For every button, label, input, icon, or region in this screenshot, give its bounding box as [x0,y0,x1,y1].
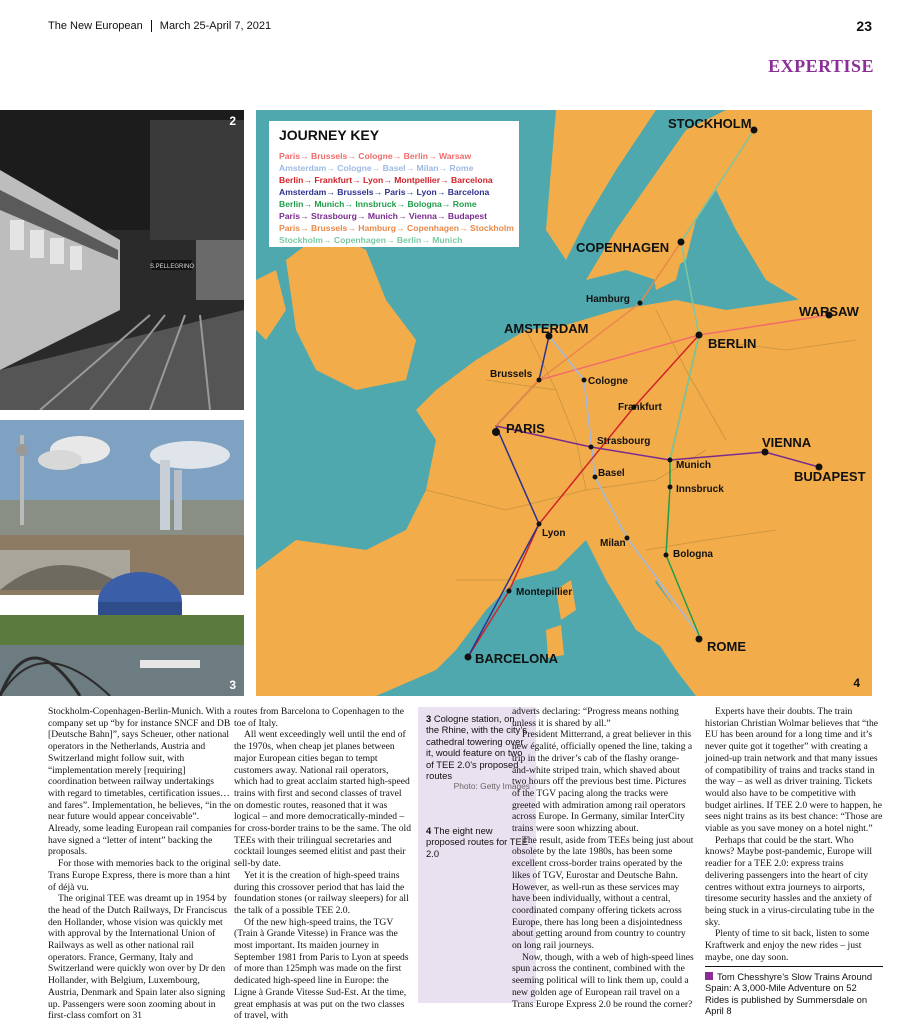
city-label-copenhagen: COPENHAGEN [576,240,670,255]
page-number: 23 [856,18,872,34]
article-paragraph: adverts declaring: “Progress means nothing unless it is shared by all.” [512,706,679,729]
issue-dates: March 25-April 7, 2021 [159,20,272,32]
caption-3-number: 3 [426,713,432,724]
station-platform-photo [0,110,244,410]
city-label-cologne: Cologne [588,376,628,387]
legend-route-5: Berlin→ Munich→ Innsbruck→ Bologna→ Rome [279,199,477,209]
article-paragraph: All went exceedingly well until the end of the 1970s, when cheap jet planes between major European cities began to tempt customers away. National rail operators, which had to great acclaim started high-speed trains with first and second classes of travel on domestic routes, reasoned that it was logical – and more democratically-minded – for cross-border trains to be the same. The old TEEs with their trilingual secretaries and cocktail lounges seemed elitist and past their sell-by date. [234,729,411,870]
article-paragraph: Plenty of time to sit back, listen to some Kraftwerk and enjoy the new rides – just maybe, one day soon. [705,928,870,963]
legend-route-1: Paris→ Brussels→ Cologne→ Berlin→ Warsaw [279,151,472,161]
city-label-barcelona: BARCELONA [475,651,559,666]
article-column-3 [512,706,694,1010]
photo-credit: Photo: Getty Images [453,781,530,792]
legend-route-4: Amsterdam→ Brussels→ Paris→ Lyon→ Barcelona [279,187,490,197]
article-paragraph: The result, aside from TEEs being just about obsolete by the late 1980s, has been some excellent cross-border trains operated by the likes of TGV, Eurostar and Deutsche Bahn. However, as well-run as these services may have been individually, without a central, coordinated company offering tickets across Europe, there has long been a disjointedness about getting around from country to country on long rail journeys. [512,834,694,952]
city-label-munich: Munich [676,460,711,471]
map-number: 4 [853,676,860,690]
city-label-hamburg: Hamburg [586,294,630,305]
city-label-warsaw: WARSAW [799,304,859,319]
journey-key-title: JOURNEY KEY [279,127,380,143]
cologne-station-photo [0,420,244,696]
city-label-paris: PARIS [506,421,545,436]
article-paragraph: Of the new high-speed trains, the TGV (Train à Grande Vitesse) in France was the most important. Its maiden journey in September 1981 from Paris to Lyon at speeds of more than 125mph was made on the first dedicated high-speed line in Europe: the Ligne à Grande Vitesse Sud-Est. At the time, great emphasis at was put on the two classes of travel, with [234,916,409,1022]
europe-route-map [256,110,872,696]
city-label-vienna: VIENNA [762,435,812,450]
city-label-stockholm: STOCKHOLM [668,116,752,131]
city-label-bologna: Bologna [673,549,713,560]
city-label-montpellier: Montepillier [516,587,573,598]
header-divider [151,20,152,32]
legend-route-6: Paris→ Strasbourg→ Munich→ Vienna→ Budapest [279,211,488,221]
article-paragraph: Stockholm-Copenhagen-Berlin-Munich. With a company set up “by for instance SNCF and DB [Deutsche Bahn]”, says Scheuer, other national operators in the Netherlands, Austria and Switzerland might follow suit, with “implementation merely [requiring] coordination between railway undertakings with regard to timetables, certification issues… and fares”. Implementation, he believes, “in the near future would appear conceivable”. Already, some leading European rail companies have signed a “letter of intent” backing the proposals. [48,706,232,858]
city-label-frankfurt: Frankfurt [618,402,662,413]
author-byline [705,966,883,1017]
article-paragraph: routes from Barcelona to Copenhagen to the toe of Italy. [234,706,404,729]
caption-4-text: The eight new proposed routes for TEE 2.0 [426,825,528,859]
legend-route-7: Paris→ Brussels→ Hamburg→ Copenhagen→ Stockholm [279,223,514,233]
article-column-4 [705,706,883,963]
city-label-milan: Milan [600,538,626,549]
page-header [48,20,271,32]
caption-3-text: Cologne station, on the Rhine, with the city’s cathedral towering over it, would feature on two of TEE 2.0’s proposed routes [426,713,527,782]
byline-marker-icon [705,972,713,980]
city-label-innsbruck: Innsbruck [676,484,724,495]
section-title: EXPERTISE [768,56,874,76]
legend-route-3: Berlin→ Frankfurt→ Lyon→ Montpellier→ Barcelona [279,175,493,185]
legend-route-2: Amsterdam→ Cologne→ Basel→ Milan→ Rome [279,163,474,173]
photo-number-2: 2 [229,114,236,128]
article-paragraph: For those with memories back to the original Trans Europe Express, there is more than a hint of déjà vu. [48,858,231,893]
article-paragraph: The original TEE was dreamt up in 1954 by the head of the Dutch Railways, Dr Franciscus den Hollander, whose vision was quickly met with approval by the International Union of Railways as well as other national rail operators. France, Germany, Italy and Switzerland were quickly won over by Dr den Hollander, with Belgium, Luxembourg, Austria, Denmark and Spain later also signing up. Passengers were soon zooming about in first-class comfort on 31 [48,893,228,1022]
article-column-2 [234,706,412,1022]
byline-text: Tom Chesshyre’s Slow Trains Around Spain: A 3,000-Mile Adventure on 52 Rides is published by Summersdale on April 8 [705,971,873,1017]
journey-key-legend [269,121,519,247]
photo-sign-text: S.PELLEGRINO [149,264,195,270]
city-label-budapest: BUDAPEST [794,469,866,484]
city-label-strasbourg: Strasbourg [597,436,651,447]
article-paragraph: Experts have their doubts. The train historian Christian Wolmar believes that “the EU has been around for a long time and it’s never quite got it together” with creating a joined-up train network and that many issues of compatibility of trains and tracks stand in the way – as well as driver training. Tickets would also have to be competitive with budget airlines. If TEE 2.0 were to happen, he sees night trains as its best chance: “Those are viable as you save money on a hotel night.” [705,706,883,835]
city-label-berlin: BERLIN [708,336,757,351]
article-paragraph: Yet it is the creation of high-speed trains during this crossover period that has laid the foundation stones (or railway sleepers) for all the talk of a possible TEE 2.0. [234,869,409,916]
article-paragraph: President Mitterrand, a great believer in this new égalité, officially opened the line, taking a trip in the driver’s cab of the flashy orange-and-white striped train, which shaved about two hours off the previous best time. Pictures of the TGV pacing along the tracks were greeted with admiration among rail operators across Europe. In Germany, similar InterCity trains were soon whizzing about. [512,729,693,835]
publication-name: The New European [48,20,143,32]
city-label-lyon: Lyon [542,528,566,539]
article-paragraph: Now, though, with a web of high-speed lines spun across the continent, combined with the seeming political will to link them up, could a new golden age of European rail travel on a Trans Europe Express 2.0 be round the corner? [512,951,694,1010]
city-label-basel: Basel [598,468,625,479]
article-column-1 [48,706,232,1022]
city-label-rome: ROME [707,639,746,654]
photo-number-3: 3 [229,678,236,692]
legend-route-8: Stockholm→ Copenhagen→ Berlin→ Munich [279,235,463,245]
caption-4-number: 4 [426,825,432,836]
city-label-brussels: Brussels [490,369,533,380]
city-label-amsterdam: AMSTERDAM [504,321,589,336]
article-paragraph: Perhaps that could be the start. Who knows? Maybe post-pandemic, Europe will readier for a TEE 2.0: express trains delivering passengers into the heart of city centres without extra journeys to airports, tiresome security hassles and the anxiety of being stuck in a virus-circulating tube in the sky. [705,834,875,928]
